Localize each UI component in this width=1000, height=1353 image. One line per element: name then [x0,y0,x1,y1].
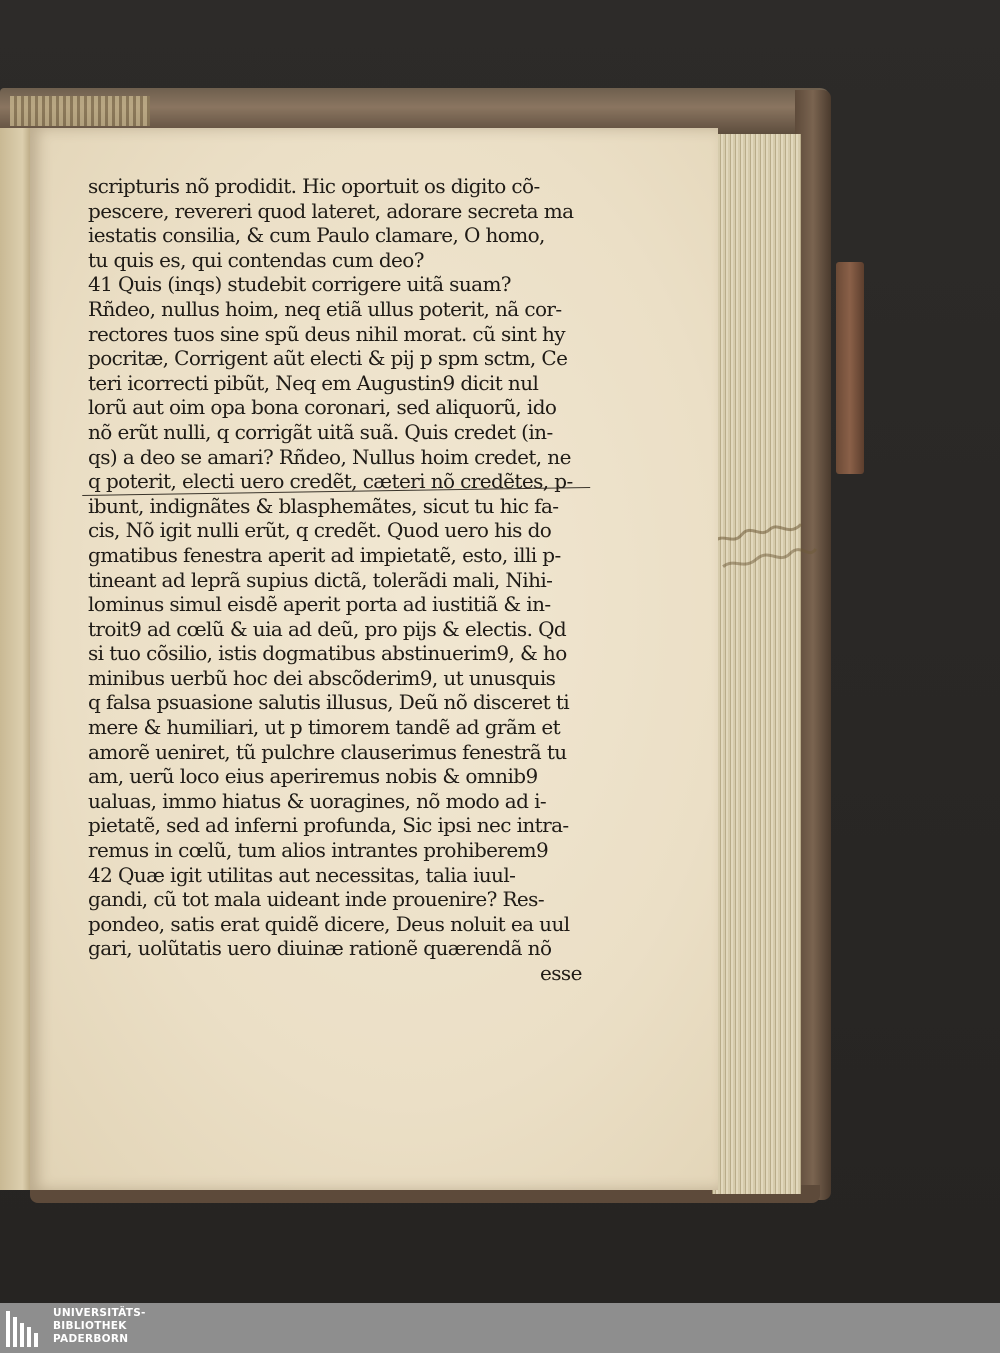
text-line: pietatẽ, sed ad inferni profunda, Sic ipsi nec intra- [88,813,569,838]
text-line: rectores tuos sine spũ deus nihil morat. cũ sint hy [88,321,565,346]
text-line: scripturis nõ prodidit. Hic oportuit os digito cõ- [88,174,540,198]
text-line: amorẽ ueniret, tũ pulchre clauserimus fenestrã tu [88,739,567,764]
text-line: si tuo cõsilio, istis dogmatibus abstinuerim9, & ho [88,641,567,666]
page-text [88,174,588,986]
text-line: remus in cœlũ, tum alios intrantes prohiberem9 [88,838,549,863]
library-name-line2: BIBLIOTHEK [53,1320,127,1332]
text-line: minibus uerbũ hoc dei abscõderim9, ut unusquis [88,665,556,690]
footer-bar [0,1303,1000,1353]
library-name-line3: PADERBORN [53,1333,129,1345]
text-line: iestatis consilia, & cum Paulo clamare, O homo, [88,223,545,248]
page-block-edges [712,134,801,1194]
text-line: pondeo, satis erat quidẽ dicere, Deus noluit ea uul [88,911,570,936]
text-line: tu quis es, qui contendas cum deo? [88,247,424,272]
marginal-scribble-icon [709,512,826,593]
facing-page-edge [0,128,32,1190]
text-line: am, uerũ loco eius aperiremus nobis & omnib9 [88,764,538,789]
text-line: teri icorrecti pibũt, Neq em Augustin9 dicit nul [88,370,539,395]
library-name [53,1307,146,1346]
text-line: nõ erũt nulli, q corrigãt uitã suã. Quis credet (in- [88,419,553,444]
text-line: lorũ aut oim opa bona coronari, sed aliquorũ, ido [88,395,557,420]
text-line: troit9 ad cœlũ & uia ad deũ, pro pijs & electis. Qd [88,616,567,641]
leather-tab [836,262,864,474]
text-line: gandi, cũ tot mala uideant inde prouenire? Res- [88,887,544,912]
text-line: pescere, revereri quod lateret, adorare secreta ma [88,198,574,223]
library-name-line1: UNIVERSITÄTS- [53,1307,146,1319]
text-line: pocritæ, Corrigent aũt electi & pij p spm sctm, Ce [88,346,568,371]
text-line: gari, uolũtatis uero diuinæ rationẽ quærendã nõ [88,936,552,961]
text-line: tineant ad leprã supius dictã, tolerãdi mali, Nihi- [88,567,553,592]
text-line: ualuas, immo hiatus & uoragines, nõ modo ad i- [88,788,547,813]
book-headband [10,96,150,126]
text-line: esse [540,961,582,985]
text-line: q falsa psuasione salutis illusus, Deũ nõ disceret ti [88,690,570,715]
text-line: gmatibus fenestra aperit ad impietatẽ, esto, illi p- [88,542,561,567]
text-line: 41 Quis (inqs) studebit corrigere uitã suam? [88,272,511,297]
text-line: 42 Quæ igit utilitas aut necessitas, talia iuul- [88,862,516,887]
text-line: lominus simul eisdẽ aperit porta ad iustitiã & in- [88,592,551,617]
text-line: cis, Nõ igit nulli erũt, q credẽt. Quod uero his do [88,518,552,543]
text-line: ibunt, indignãtes & blasphemãtes, sicut tu hic fa- [88,493,559,518]
text-line: qs) a deo se amari? Rñdeo, Nullus hoim credet, ne [88,444,571,469]
faded-marginal-note [709,512,826,595]
university-library-logo-icon [6,1311,46,1347]
text-line: mere & humiliari, ut p timorem tandẽ ad grãm et [88,715,561,740]
text-line: Rñdeo, nullus hoim, neq etiã ullus poterit, nã cor- [88,296,562,321]
text-line: q poterit, electi uero credẽt, cæteri nõ credẽtes, p- [88,469,573,494]
